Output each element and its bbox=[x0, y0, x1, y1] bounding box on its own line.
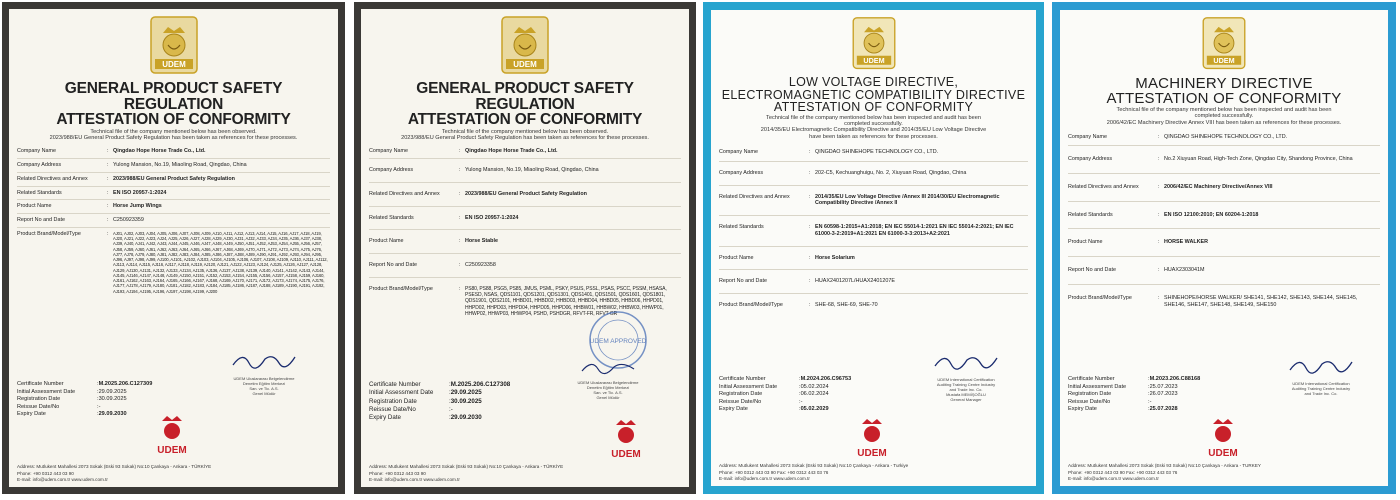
detail-label: Related Directives and Annex bbox=[1068, 183, 1139, 190]
cert-value: 26.07.2023 bbox=[1149, 391, 1178, 398]
detail-label: Company Address bbox=[719, 169, 764, 176]
cert-value: - bbox=[98, 403, 101, 410]
detail-row: Company Address : 202-C5, Kechuanghuigu, No. 2, Xiuyuan Road, Qingdao, China bbox=[719, 162, 1028, 186]
udem-lion-logo-icon bbox=[492, 15, 558, 77]
detail-label: Product Name bbox=[1068, 239, 1103, 246]
certificate-footer bbox=[719, 463, 1028, 482]
detail-label: Report No and Date bbox=[1068, 267, 1116, 274]
signer-line: and Trade Inc. Co. bbox=[949, 387, 983, 392]
detail-value: Horse Jump Wings bbox=[113, 203, 162, 210]
certificate-details bbox=[719, 144, 1028, 317]
subtitle-line: completed successfully. bbox=[844, 120, 903, 127]
detail-value: Qingdao Hope Horse Trade Co., Ltd. bbox=[465, 148, 558, 155]
cert-value: 05.02.2024 bbox=[800, 383, 829, 390]
subtitle-line: have been taken as references for these processes. bbox=[809, 133, 938, 140]
udem-footer-logo-icon bbox=[601, 417, 651, 461]
cert-label: Expiry Date bbox=[17, 411, 46, 418]
certificate-frame-1 bbox=[2, 2, 345, 494]
signer-line: UDEM International Certification bbox=[1292, 381, 1350, 386]
signer-line: UDEM Uluslararası Belgelendirme bbox=[577, 380, 639, 385]
subtitle-line: Technical file of the company mentioned below has been inspected and audit has been bbox=[1116, 107, 1332, 113]
detail-label: Related Standards bbox=[17, 189, 62, 196]
footer-address: Address: Mutlukent Mahallesi 2073 Sokak (Eski 93 Sokak) No:10 Çankaya - Ankara - Turkiye bbox=[719, 463, 909, 469]
signature-block bbox=[209, 349, 319, 396]
detail-label: Company Name bbox=[719, 149, 758, 156]
detail-label: Report No and Date bbox=[719, 278, 767, 285]
detail-row: Product Brand/Model/Type : SHINEHOPE/HORSE WALKER/ SHE141, SHE142, SHE143, SHE144, SHE145, SHE146, SHE147, SHE148, SHE149, SHE150 bbox=[1068, 285, 1380, 319]
detail-value: 2023/988/EU General Product Safety Regulation bbox=[465, 190, 587, 197]
certificate-subtitle bbox=[369, 129, 681, 142]
cert-value: - bbox=[1149, 398, 1152, 405]
cert-label: Registration Date bbox=[1068, 391, 1112, 398]
model-list: PS80, PS88, PSG5, PS85, JMUS, PSML, PSKY, PSUS, PSSL, PSAS, PSCC, PSSM, HSASA, PSESD, NSAS, QDS1101, QDS1201, QDS1301, QDS1401, QDS1501, QDS1601, QDS1801, QDS1901, QDS2101, HHBD01, HHBD02, HHBD03, HHBD04, HHBD05, HHBD06, HHPD01, HHPD02, HHPD03, HHPD04, HHPD05, HHPD06, HHBW01, HHBW02, HHBW03, HHWP01, HHWP02, HHWP03, HHWP04, PSHD, PSHDGR, RFVT-FR, RFVT-GR bbox=[465, 285, 667, 317]
cert-value: M.2025.206.C127309 bbox=[98, 381, 153, 387]
signer-line: Denetim Eğitim Merkezi bbox=[586, 385, 630, 390]
cert-row: Expiry Date : 29.09.2030 bbox=[17, 411, 330, 419]
certificate-title bbox=[719, 76, 1028, 114]
cert-row: Reissue Date/No : - bbox=[369, 406, 681, 414]
cert-label: Registration Date bbox=[719, 391, 763, 398]
detail-label: Company Name bbox=[1068, 134, 1107, 141]
cert-row: Certificate Number : M.2025.206.C127308 bbox=[369, 381, 681, 389]
signer-line: Denetim Eğitim Merkezi bbox=[242, 381, 286, 386]
subtitle-line: completed successfully. bbox=[1194, 113, 1254, 120]
detail-label: Product Name bbox=[17, 203, 52, 210]
certificate-details bbox=[1068, 130, 1380, 318]
footer-phone: Phone: +90 0312 443 03 90 bbox=[369, 470, 426, 476]
detail-value: EN 60598-1:2015+A1:2018; EN IEC 55014-1:2021 EN IEC 55014-2:2021; EN IEC 61000-3-2:2019+A1:2021 EN 61000-3-3:2013+A2:2021 bbox=[815, 224, 1014, 237]
detail-row: Company Name : Qingdao Hope Horse Trade Co., Ltd. bbox=[369, 145, 681, 159]
title-line: LOW VOLTAGE DIRECTIVE, bbox=[788, 75, 959, 89]
detail-value: QINGDAO SHINEHOPE TECHNOLOGY CO., LTD. bbox=[1164, 134, 1288, 141]
detail-row: Product Brand/Model/Type : PS80, PS88, PSG5, PS85, JMUS, PSML, PSKY, PSUS, PSSL, PSAS, PSCC, PSSM, HSASA, PSESD, NSAS, QDS1101, QDS1201, QDS1301, QDS1401, QDS1501, QDS1601, QDS1801, QDS1901, QDS2101, HHBD01, HHBD02, HHBD03, HHBD04, HHBD05, HHBD06, HHPD01, HHPD02, HHPD03, HHPD04, HHPD05, HHPD06, HHBW01, HHBW02, HHBW03, HHWP01, HHWP02, HHWP03, HHWP04, PSHD, PSHDGR, RFVT-FR, RFVT-GR bbox=[369, 278, 681, 320]
title-line: GENERAL PRODUCT SAFETY REGULATION bbox=[416, 80, 634, 113]
detail-value: HUAX2303041M bbox=[1164, 267, 1205, 274]
signer-line: Genel Müdür bbox=[596, 395, 620, 400]
cert-value: 29.09.2030 bbox=[450, 414, 482, 422]
detail-row: Related Directives and Annex : 2006/42/EC Machinery Directive/Annex VIII bbox=[1068, 174, 1380, 202]
cert-row: Registration Date : 26.07.2023 bbox=[1068, 391, 1380, 399]
detail-value: 202-C5, Kechuanghuigu, No. 2, Xiuyuan Road, Qingdao, China bbox=[815, 169, 967, 176]
detail-value: Qingdao Hope Horse Trade Co., Ltd. bbox=[113, 148, 206, 155]
cert-value: 30.09.2025 bbox=[98, 396, 127, 403]
svg-text:UDEM: UDEM bbox=[1208, 448, 1238, 459]
title-line: MACHINERY DIRECTIVE bbox=[1135, 75, 1313, 92]
detail-label: Company Name bbox=[17, 148, 56, 155]
cert-label: Expiry Date bbox=[1068, 406, 1097, 413]
certificate-footer bbox=[1068, 463, 1380, 482]
cert-label: Certificate Number bbox=[719, 376, 766, 382]
signature-block bbox=[1266, 354, 1376, 396]
detail-label: Related Standards bbox=[369, 214, 414, 221]
detail-label: Report No and Date bbox=[369, 262, 417, 269]
cert-label: Registration Date bbox=[17, 396, 61, 403]
cert-label: Reissue Date/No bbox=[1068, 398, 1111, 405]
signer-line: and Trade Inc. Co. bbox=[1304, 391, 1338, 396]
svg-text:UDEM: UDEM bbox=[1213, 55, 1235, 65]
subtitle-line: Technical file of the company mentioned below has been observed. bbox=[90, 128, 257, 135]
cert-row: Initial Assessment Date : 29.09.2025 bbox=[369, 389, 681, 397]
detail-row: Related Standards : EN ISO 20957-1:2024 bbox=[369, 207, 681, 231]
footer-address: Address: Mutlukent Mahallesi 2073 Sokak (Eski 93 Sokak) No:10 Çankaya - Ankara - TURKEY bbox=[1068, 463, 1261, 469]
detail-row: Report No and Date : C250923358 bbox=[369, 254, 681, 278]
detail-value: Horse Solarium bbox=[815, 254, 855, 261]
detail-label: Company Address bbox=[1068, 156, 1113, 163]
certificate-title bbox=[17, 81, 330, 128]
detail-label: Company Address bbox=[369, 167, 414, 174]
cert-value: 30.09.2025 bbox=[450, 397, 482, 405]
subtitle-line: Technical file of the company mentioned below has been observed. bbox=[441, 128, 609, 135]
detail-value: 2023/988/EU General Product Safety Regulation bbox=[113, 175, 235, 182]
signer-line: Genel Müdür bbox=[252, 391, 276, 396]
svg-text:UDEM: UDEM bbox=[161, 60, 186, 69]
subtitle-line: 2014/35/EU Electromagnetic Compatibility Directive and 2014/35/EU Low Voltage Directive bbox=[760, 127, 987, 134]
udem-footer-logo-icon bbox=[1198, 416, 1248, 460]
footer-phone: Phone: +90 0312 443 03 90 Fax: +90 0312 443 03 76 bbox=[719, 469, 829, 475]
svg-text:UDEM APPROVED: UDEM APPROVED bbox=[589, 338, 647, 345]
detail-row: Related Standards : EN ISO 20957-1:2024 bbox=[17, 187, 330, 201]
svg-text:UDEM: UDEM bbox=[611, 449, 641, 460]
cert-label: Certificate Number bbox=[369, 381, 421, 388]
cert-row: Initial Assessment Date : 29.09.2025 bbox=[17, 389, 330, 397]
detail-value: QINGDAO SHINEHOPE TECHNOLOGY CO., LTD. bbox=[815, 149, 939, 156]
footer-phone: Phone: +90 0312 443 03 90 Fax: +90 0312 443 03 76 bbox=[1068, 469, 1178, 475]
detail-value: EN ISO 20957-1:2024 bbox=[465, 214, 519, 221]
title-line: ATTESTATION OF CONFORMITY bbox=[56, 111, 291, 128]
footer-email: E-mail: info@udem.com.tr www.udem.com.tr bbox=[17, 476, 108, 482]
model-list: AJ01, AJ02, AJ03, AJ04, AJ05, AJ06, AJ07, AJ08, AJ09, AJ10, AJ11, AJ12, AJ13, AJ14, AJ15, AJ16, AJ17, AJ18, AJ19, AJ20, AJ21, AJ22, AJ23, AJ24, AJ25, AJ26, AJ27, AJ28, AJ29, AJ30, AJ31, AJ32, AJ33, AJ34, AJ35, AJ36, AJ37, AJ38, AJ39, AJ40, AJ41, AJ42, AJ43, AJ44, AJ45, AJ46, AJ47, AJ48, AJ49, AJ50, AJ51, AJ52, AJ53, AJ54, AJ55, AJ56, AJ57, AJ58, AJ59, AJ60, AJ61, AJ62, AJ63, AJ64, AJ65, AJ66, AJ67, AJ68, AJ69, AJ70, AJ71, AJ72, AJ73, AJ74, AJ75, AJ76, AJ77, AJ78, AJ79, AJ80, AJ81, AJ82, AJ83, AJ84, AJ85, AJ86, AJ87, AJ88, AJ89, AJ90, AJ91, AJ92, AJ93, AJ94, AJ95, AJ96, AJ97, AJ98, AJ99, AJ100, AJ101, AJ102, AJ103, AJ104, AJ105, AJ106, AJ107, AJ108, AJ109, AJ110, AJ111, AJ112, AJ113, AJ114, AJ115, AJ116, AJ117, AJ118, AJ119, AJ120, AJ121, AJ122, AJ123, AJ124, AJ125, AJ126, AJ127, AJ128, AJ129, AJ130, AJ131, AJ132, AJ133, AJ134, AJ135, AJ136, AJ137, AJ138, AJ139, AJ140, AJ141, AJ142, AJ143, AJ144, AJ145, AJ146, AJ147, AJ148, AJ149, AJ150, AJ151, AJ152, AJ153, AJ154, AJ155, AJ156, AJ157, AJ158, AJ159, AJ160, AJ161, AJ162, AJ163, AJ164, AJ165, AJ166, AJ167, AJ168, AJ169, AJ170, AJ171, AJ172, AJ173, AJ174, AJ175, AJ176, AJ177, AJ178, AJ179, AJ180, AJ181, AJ182, AJ183, AJ184, AJ185, AJ186, AJ187, AJ188, AJ189, AJ190, AJ191, AJ192, AJ193, AJ194, AJ195, AJ196, AJ197, AJ198, AJ199, AJ200 bbox=[113, 230, 328, 294]
signer-line: Auditing Training Centre Industry bbox=[1291, 386, 1351, 391]
footer-address: Address: Mutlukent Mahallesi 2073 Sokak (Eski 93 Sokak) No:10 Çankaya - Ankara - TÜRKİYE bbox=[369, 464, 564, 470]
cert-label: Certificate Number bbox=[17, 381, 64, 387]
detail-label: Product Brand/Model/Type bbox=[17, 230, 81, 237]
footer-email: E-mail: info@udem.com.tr www.udem.com.tr bbox=[719, 475, 810, 481]
detail-row: Company Address : Yulong Mansion, No.19, Miaoling Road, Qingdao, China bbox=[17, 159, 330, 173]
detail-value: SHE-68, SHE-69, SHE-70 bbox=[815, 302, 878, 309]
certificate-machinery-horse-walker bbox=[1060, 10, 1388, 486]
detail-value: 2014/35/EU Low Voltage Directive /Annex III 2014/30/EU Electromagnetic Compatibility Directive /Annex II bbox=[815, 193, 1000, 207]
cert-row: Expiry Date : 29.09.2030 bbox=[369, 414, 681, 422]
detail-label: Related Directives and Annex bbox=[17, 175, 88, 182]
cert-row: Certificate Number : M.2024.206.C96753 bbox=[719, 376, 1028, 384]
cert-value: - bbox=[450, 406, 453, 414]
signature-icon bbox=[931, 350, 1001, 372]
certificate-lvd-emc-horse-solarium bbox=[711, 10, 1036, 486]
udem-footer-logo-icon bbox=[847, 416, 897, 460]
cert-label: Initial Assessment Date bbox=[1068, 383, 1127, 390]
detail-value: SHINEHOPE/HORSE WALKER/ SHE141, SHE142, SHE143, SHE144, SHE145, SHE146, SHE147, SHE148, SHE149, SHE150 bbox=[1164, 294, 1358, 308]
udem-lion-logo-icon bbox=[1194, 16, 1254, 72]
cert-row: Registration Date : 06.02.2024 bbox=[719, 391, 1028, 399]
cert-row: Reissue Date/No : - bbox=[719, 399, 1028, 407]
detail-value: HORSE WALKER bbox=[1164, 239, 1209, 246]
signer-line: San. ve Tic. A.S. bbox=[249, 386, 279, 391]
cert-label: Registration Date bbox=[369, 397, 417, 405]
detail-value: No.2 Xiuyuan Road, High-Tech Zone, Qingdao City, Shandong Province, China bbox=[1164, 156, 1353, 163]
cert-label: Expiry Date bbox=[719, 406, 748, 413]
certificate-footer bbox=[17, 464, 330, 483]
detail-row: Product Name : Horse Solarium bbox=[719, 247, 1028, 271]
footer-email: E-mail: info@udem.com.tr www.udem.com.tr bbox=[1068, 475, 1159, 481]
cert-row: Expiry Date : 25.07.2028 bbox=[1068, 406, 1380, 414]
certificate-subtitle bbox=[17, 129, 330, 142]
detail-value: EN ISO 20957-1:2024 bbox=[113, 189, 167, 196]
subtitle-line: 2006/42/EC Machinery Directive Annex VIII has been taken as references for these processes. bbox=[1106, 119, 1342, 126]
cert-value: - bbox=[800, 398, 803, 405]
cert-value: 25.07.2028 bbox=[1149, 406, 1178, 413]
cert-row: Initial Assessment Date : 05.02.2024 bbox=[719, 384, 1028, 392]
detail-row: Report No and Date : HUAX2303041M bbox=[1068, 257, 1380, 285]
certificate-subtitle bbox=[1068, 107, 1380, 126]
cert-label: Certificate Number bbox=[1068, 376, 1115, 382]
certificate-gpsr-horse-stable bbox=[361, 9, 689, 487]
detail-label: Product Name bbox=[369, 238, 404, 245]
detail-label: Product Brand/Model/Type bbox=[1068, 294, 1132, 301]
signature-icon bbox=[1286, 354, 1356, 376]
signer-line: General Manager bbox=[950, 397, 982, 402]
signature-block bbox=[553, 359, 663, 400]
detail-label: Company Name bbox=[369, 148, 408, 155]
detail-row: Product Name : HORSE WALKER bbox=[1068, 229, 1380, 257]
cert-row: Initial Assessment Date : 25.07.2023 bbox=[1068, 384, 1380, 392]
detail-row: Product Name : Horse Stable bbox=[369, 230, 681, 254]
udem-lion-logo-icon bbox=[844, 16, 904, 72]
detail-row: Product Name : Horse Jump Wings bbox=[17, 200, 330, 214]
cert-row: Certificate Number : M.2023.206.C88168 bbox=[1068, 376, 1380, 384]
signature-icon bbox=[229, 349, 299, 371]
detail-value: Yulong Mansion, No.19, Miaoling Road, Qingdao, China bbox=[113, 162, 247, 169]
detail-row: Related Directives and Annex : 2023/988/EU General Product Safety Regulation bbox=[17, 173, 330, 187]
detail-label: Related Directives and Annex bbox=[719, 193, 790, 200]
certificate-frame-2 bbox=[354, 2, 696, 494]
cert-value: 25.07.2023 bbox=[1149, 383, 1178, 390]
detail-row: Company Name : QINGDAO SHINEHOPE TECHNOLOGY CO., LTD. bbox=[1068, 130, 1380, 146]
cert-value: M.2025.206.C127308 bbox=[450, 381, 511, 388]
udem-lion-logo-icon bbox=[141, 15, 207, 77]
certificate-details bbox=[369, 145, 681, 320]
detail-row: Related Standards : EN ISO 12100:2010; EN 60204-1:2018 bbox=[1068, 202, 1380, 230]
detail-value: Horse Stable bbox=[465, 238, 498, 245]
detail-row: Company Address : No.2 Xiuyuan Road, High-Tech Zone, Qingdao City, Shandong Province, China bbox=[1068, 146, 1380, 174]
certificate-details bbox=[17, 145, 330, 297]
cert-row: Registration Date : 30.09.2025 bbox=[17, 396, 330, 404]
certificate-frame-4 bbox=[1052, 2, 1396, 494]
certificate-title bbox=[1068, 76, 1380, 106]
udem-footer-logo-icon bbox=[147, 413, 197, 457]
detail-row: Product Brand/Model/Type : AJ01, AJ02, AJ03, AJ04, AJ05, AJ06, AJ07, AJ08, AJ09, AJ10, AJ11, AJ12, AJ13, AJ14, AJ15, AJ16, AJ17, AJ18, AJ19, AJ20, AJ21, AJ22, AJ23, AJ24, AJ25, AJ26, AJ27, AJ28, AJ29, AJ30, AJ31, AJ32, AJ33, AJ34, AJ35, AJ36, AJ37, AJ38, AJ39, AJ40, AJ41, AJ42, AJ43, AJ44, AJ45, AJ46, AJ47, AJ48, AJ49, AJ50, AJ51, AJ52, AJ53, AJ54, AJ55, AJ56, AJ57, AJ58, AJ59, AJ60, AJ61, AJ62, AJ63, AJ64, AJ65, AJ66, AJ67, AJ68, AJ69, AJ70, AJ71, AJ72, AJ73, AJ74, AJ75, AJ76, AJ77, AJ78, AJ79, AJ80, AJ81, AJ82, AJ83, AJ84, AJ85, AJ86, AJ87, AJ88, AJ89, AJ90, AJ91, AJ92, AJ93, AJ94, AJ95, AJ96, AJ97, AJ98, AJ99, AJ100, AJ101, AJ102, AJ103, AJ104, AJ105, AJ106, AJ107, AJ108, AJ109, AJ110, AJ111, AJ112, AJ113, AJ114, AJ115, AJ116, AJ117, AJ118, AJ119, AJ120, AJ121, AJ122, AJ123, AJ124, AJ125, AJ126, AJ127, AJ128, AJ129, AJ130, AJ131, AJ132, AJ133, AJ134, AJ135, AJ136, AJ137, AJ138, AJ139, AJ140, AJ141, AJ142, AJ143, AJ144, AJ145, AJ146, AJ147, AJ148, AJ149, AJ150, AJ151, AJ152, AJ153, AJ154, AJ155, AJ156, AJ157, AJ158, AJ159, AJ160, AJ161, AJ162, AJ163, AJ164, AJ165, AJ166, AJ167, AJ168, AJ169, AJ170, AJ171, AJ172, AJ173, AJ174, AJ175, AJ176, AJ177, AJ178, AJ179, AJ180, AJ181, AJ182, AJ183, AJ184, AJ185, AJ186, AJ187, AJ188, AJ189, AJ190, AJ191, AJ192, AJ193, AJ194, AJ195, AJ196, AJ197, AJ198, AJ199, AJ200 bbox=[17, 228, 330, 297]
cert-value: M.2024.206.C96753 bbox=[800, 376, 852, 382]
detail-value: EN ISO 12100:2010; EN 60204-1:2018 bbox=[1164, 211, 1259, 218]
cert-value: 29.09.2025 bbox=[450, 389, 482, 397]
signature-block bbox=[911, 350, 1021, 402]
title-line: GENERAL PRODUCT SAFETY REGULATION bbox=[64, 80, 283, 113]
cert-row: Registration Date : 30.09.2025 bbox=[369, 398, 681, 406]
cert-label: Expiry Date bbox=[369, 414, 401, 422]
detail-label: Related Directives and Annex bbox=[369, 190, 440, 197]
detail-row: Report No and Date : C250923359 bbox=[17, 214, 330, 228]
cert-value: 05.02.2029 bbox=[800, 406, 829, 413]
cert-row: Expiry Date : 05.02.2029 bbox=[719, 406, 1028, 414]
footer-phone: Phone: +90 0312 443 03 90 bbox=[17, 470, 74, 476]
detail-row: Report No and Date : HUAX2401207L/HUAX2401207E bbox=[719, 270, 1028, 294]
subtitle-line: 2023/988/EU General Product Safety Regulation has been taken as references for these processes. bbox=[401, 134, 649, 141]
detail-label: Report No and Date bbox=[17, 217, 65, 224]
detail-row: Related Standards : EN 60598-1:2015+A1:2018; EN IEC 55014-1:2021 EN IEC 55014-2:2021; EN IEC 61000-3-2:2019+A1:2021 EN 61000-3-3:2013+A2:2021 bbox=[719, 216, 1028, 247]
detail-value: HUAX2401207L/HUAX2401207E bbox=[815, 278, 896, 285]
signer-line: Auditing Training Centre Industry bbox=[936, 382, 996, 387]
detail-row: Related Directives and Annex : 2023/988/EU General Product Safety Regulation bbox=[369, 183, 681, 207]
cert-label: Initial Assessment Date bbox=[719, 383, 778, 390]
title-line: ATTESTATION OF CONFORMITY bbox=[1106, 90, 1342, 107]
certificate-frame-3 bbox=[703, 2, 1044, 494]
detail-row: Company Address : Yulong Mansion, No.19, Miaoling Road, Qingdao, China bbox=[369, 159, 681, 183]
certificate-title bbox=[369, 81, 681, 128]
cert-label: Reissue Date/No bbox=[17, 403, 60, 410]
cert-value: 29.09.2030 bbox=[98, 411, 127, 418]
detail-row: Company Name : QINGDAO SHINEHOPE TECHNOLOGY CO., LTD. bbox=[719, 144, 1028, 162]
subtitle-line: Technical file of the company mentioned below has been inspected and audit has been bbox=[766, 114, 981, 121]
certificate-subtitle bbox=[719, 115, 1028, 141]
cert-label: Initial Assessment Date bbox=[369, 389, 434, 397]
cert-row: Reissue Date/No : - bbox=[1068, 399, 1380, 407]
cert-label: Reissue Date/No bbox=[369, 406, 416, 414]
certificate-gpsr-jump-wings bbox=[9, 9, 338, 487]
detail-value: 2006/42/EC Machinery Directive/Annex VIII bbox=[1164, 183, 1273, 190]
detail-row: Related Directives and Annex : 2014/35/EU Low Voltage Directive /Annex III 2014/30/EU Electromagnetic Compatibility Directive /Annex II bbox=[719, 186, 1028, 217]
cert-row: Reissue Date/No : - bbox=[17, 404, 330, 412]
detail-value: Yulong Mansion, No.19, Miaoling Road, Qingdao, China bbox=[465, 167, 599, 174]
signer-line: UDEM Uluslararası Belgelendirme bbox=[233, 376, 295, 381]
svg-text:UDEM: UDEM bbox=[857, 448, 887, 459]
cert-value: 06.02.2024 bbox=[800, 391, 829, 398]
svg-text:UDEM: UDEM bbox=[513, 60, 537, 69]
title-line: ATTESTATION OF CONFORMITY bbox=[407, 111, 643, 128]
signer-line: Mustafa MEMİŞOĞLU bbox=[946, 392, 986, 397]
detail-label: Product Name bbox=[719, 254, 754, 261]
cert-label: Initial Assessment Date bbox=[17, 388, 76, 395]
signature-icon bbox=[578, 359, 638, 375]
cert-row: Certificate Number : M.2025.206.C127309 bbox=[17, 381, 330, 389]
cert-label: Reissue Date/No bbox=[719, 398, 762, 405]
detail-label: Related Standards bbox=[719, 224, 764, 231]
cert-value: M.2023.206.C88168 bbox=[1149, 376, 1201, 382]
detail-label: Product Brand/Model/Type bbox=[719, 302, 783, 309]
signer-line: UDEM International Certification bbox=[937, 377, 995, 382]
detail-value: C250923358 bbox=[465, 262, 496, 269]
detail-value: C250923359 bbox=[113, 217, 144, 224]
title-line: ELECTROMAGNETIC COMPATIBILITY DIRECTIVE bbox=[721, 87, 1026, 102]
title-line: ATTESTATION OF CONFORMITY bbox=[773, 100, 974, 114]
detail-label: Company Address bbox=[17, 162, 62, 169]
certificate-footer bbox=[369, 464, 681, 483]
footer-address: Address: Mutlukent Mahallesi 2073 Sokak (Eski 93 Sokak) No:10 Çankaya - Ankara - TÜRKİYE bbox=[17, 464, 212, 470]
svg-text:UDEM: UDEM bbox=[157, 445, 187, 456]
svg-text:UDEM: UDEM bbox=[862, 55, 885, 65]
cert-value: 29.09.2025 bbox=[98, 388, 127, 395]
footer-email: E-mail: info@udem.com.tr www.udem.com.tr bbox=[369, 476, 460, 482]
detail-row: Product Brand/Model/Type : SHE-68, SHE-69, SHE-70 bbox=[719, 294, 1028, 317]
detail-label: Product Brand/Model/Type bbox=[369, 285, 433, 292]
detail-row: Company Name : Qingdao Hope Horse Trade Co., Ltd. bbox=[17, 145, 330, 159]
detail-label: Related Standards bbox=[1068, 211, 1113, 218]
signer-line: San. ve Tic. A.S. bbox=[593, 390, 623, 395]
subtitle-line: 2023/988/EU General Product Safety Regulation has been taken as references for these processes. bbox=[49, 134, 298, 141]
